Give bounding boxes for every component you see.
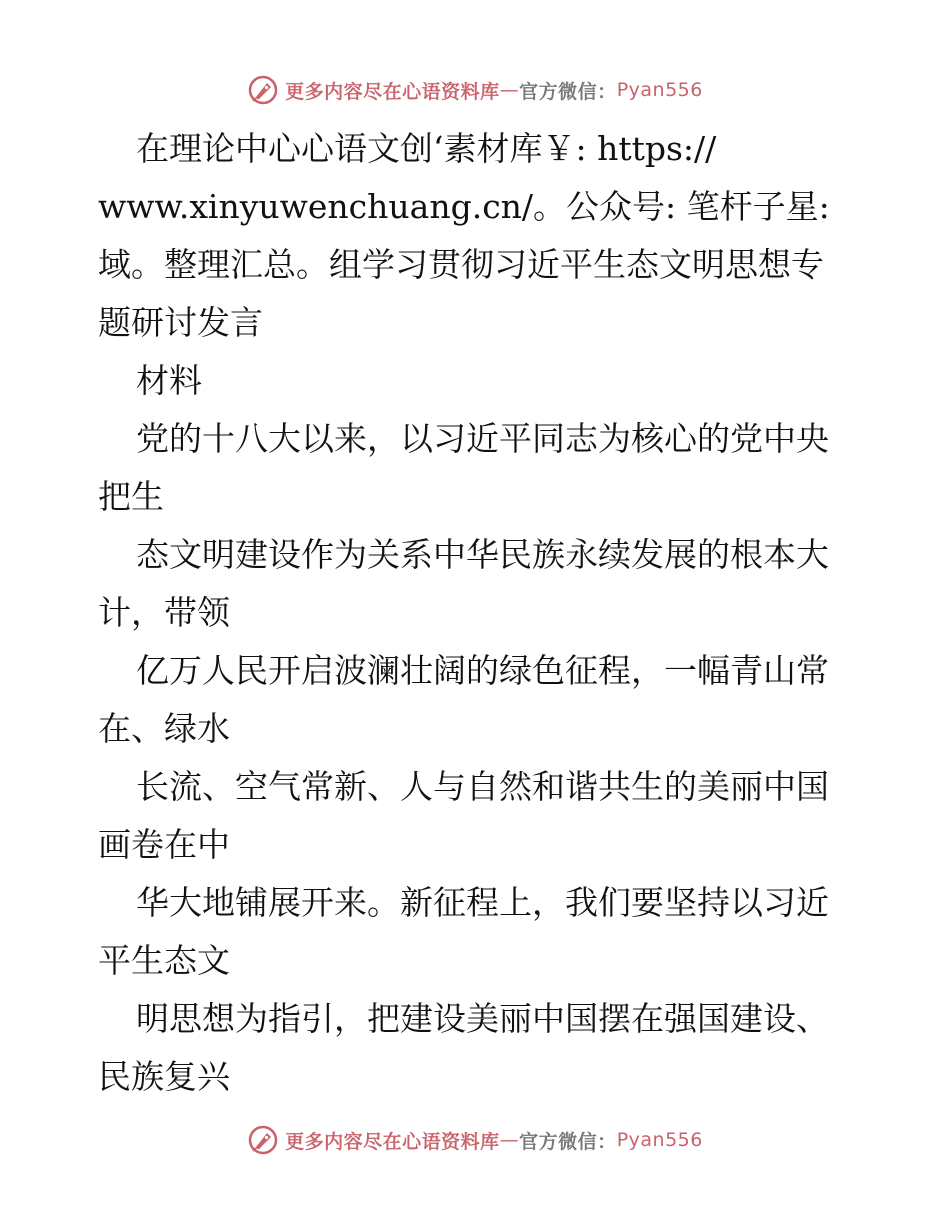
text-line: 明思想为指引，把建设美丽中国摆在强国建设、 <box>136 999 829 1038</box>
text-line: 华大地铺展开来。新征程上，我们要坚持以习近 <box>136 883 829 922</box>
text-line: 材料 <box>136 361 202 400</box>
banner-wechat-label: 官方微信： <box>519 1130 617 1153</box>
text-line: 画卷在中 <box>98 825 230 864</box>
text-line: 党的十八大以来，以习近平同志为核心的党中央 <box>136 419 829 458</box>
banner-separator: — <box>499 79 520 101</box>
text-line: 计，带领 <box>98 593 230 632</box>
text-line: 长流、空气常新、人与自然和谐共生的美丽中国 <box>136 767 829 806</box>
text-line: 把生 <box>98 477 164 516</box>
text-line: 平生态文 <box>98 941 230 980</box>
text-line: 在理论中心心语文创‘素材库￥: https:// <box>136 129 717 168</box>
banner-wechat-id: Pyan556 <box>616 79 703 101</box>
document-body <box>98 120 858 1106</box>
banner-wechat-label: 官方微信： <box>519 80 617 103</box>
text-line: 态文明建设作为关系中华民族永续发展的根本大 <box>136 535 829 574</box>
banner-wechat-id: Pyan556 <box>616 1129 703 1151</box>
text-line: 亿万人民开启波澜壮阔的绿色征程，一幅青山常 <box>136 651 829 690</box>
text-line: 在、绿水 <box>98 709 230 748</box>
banner-separator: — <box>499 1129 520 1151</box>
text-line: 民族复兴 <box>98 1057 230 1096</box>
pen-nib-logo-icon <box>247 74 279 106</box>
banner-main-text: 更多内容尽在心语资料库 <box>285 1130 500 1153</box>
text-line: 域。整理汇总。组学习贯彻习近平生态文明思想专 <box>98 245 824 284</box>
header-banner <box>0 70 950 110</box>
pen-nib-logo-icon <box>247 1124 279 1156</box>
text-line: www.xinyuwenchuang.cn/。公众号: 笔杆子星: <box>98 187 830 226</box>
banner-main-text: 更多内容尽在心语资料库 <box>285 80 500 103</box>
text-line: 题研讨发言 <box>98 303 263 342</box>
footer-banner <box>0 1120 950 1160</box>
